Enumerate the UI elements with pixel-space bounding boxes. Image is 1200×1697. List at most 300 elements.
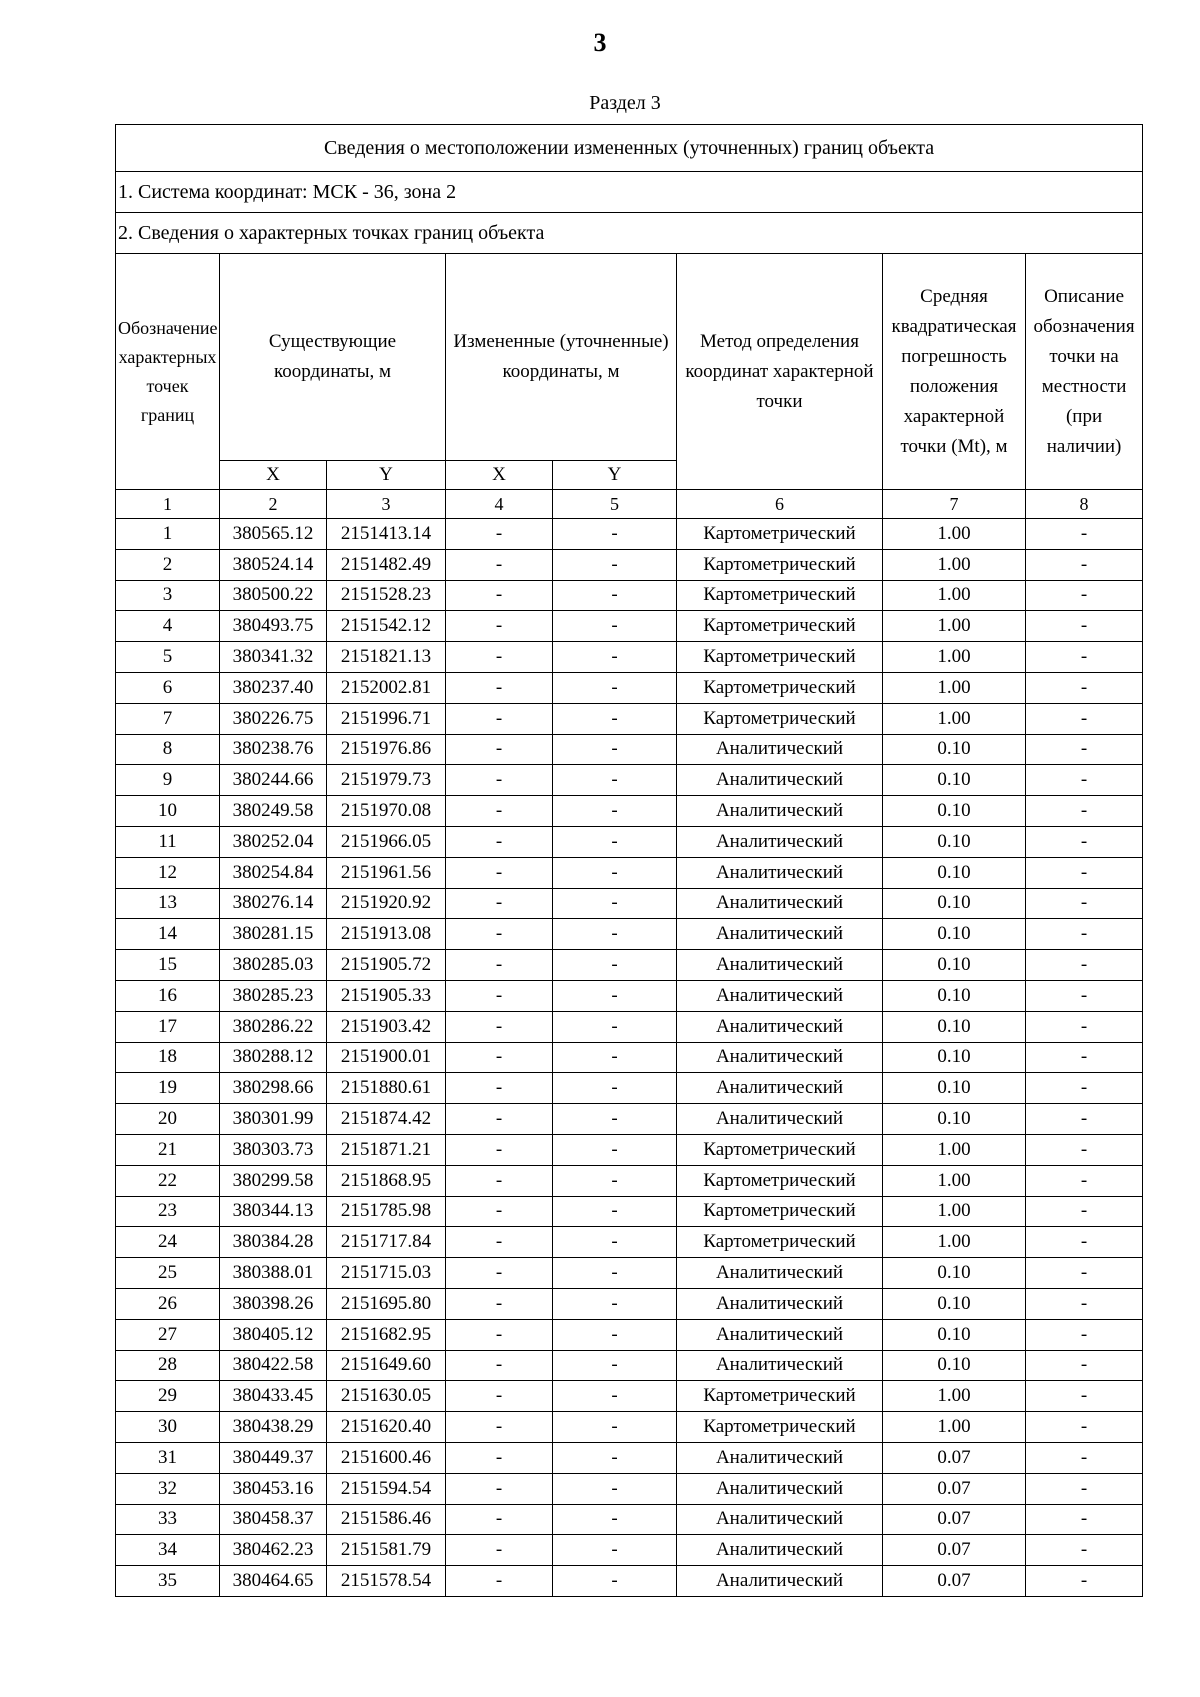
cell-existing-x: 380285.03 [220,950,327,981]
cell-existing-y: 2151586.46 [327,1504,446,1535]
cell-description: - [1026,642,1143,673]
table-row [116,1042,1143,1073]
cell-description: - [1026,1227,1143,1258]
cell-method: Аналитический [677,826,883,857]
table-row [116,888,1143,919]
cell-point-number: 10 [116,796,220,827]
table-row [116,1381,1143,1412]
table-row [116,734,1143,765]
cell-description: - [1026,1288,1143,1319]
cell-method: Картометрический [677,672,883,703]
cell-changed-y: - [553,1258,677,1289]
column-number: 1 [116,490,220,519]
cell-method: Аналитический [677,765,883,796]
cell-point-number: 4 [116,611,220,642]
cell-error-mt: 1.00 [883,1227,1026,1258]
table-row [116,1566,1143,1597]
cell-existing-y: 2151600.46 [327,1442,446,1473]
cell-point-number: 35 [116,1566,220,1597]
cell-point-number: 26 [116,1288,220,1319]
cell-changed-x: - [446,734,553,765]
cell-description: - [1026,1504,1143,1535]
header-description: Описание обозначения точки на местности (при наличии) [1026,254,1143,490]
cell-point-number: 8 [116,734,220,765]
cell-existing-y: 2151905.33 [327,980,446,1011]
cell-description: - [1026,519,1143,550]
cell-existing-x: 380238.76 [220,734,327,765]
cell-changed-x: - [446,1504,553,1535]
cell-error-mt: 1.00 [883,519,1026,550]
table-row [116,1535,1143,1566]
cell-changed-x: - [446,1412,553,1443]
cell-changed-y: - [553,549,677,580]
header-changed-x: X [446,461,553,490]
cell-existing-y: 2151871.21 [327,1134,446,1165]
cell-point-number: 32 [116,1473,220,1504]
cell-existing-x: 380288.12 [220,1042,327,1073]
cell-existing-x: 380464.65 [220,1566,327,1597]
cell-error-mt: 0.10 [883,1258,1026,1289]
cell-changed-y: - [553,980,677,1011]
cell-changed-x: - [446,1134,553,1165]
table-row [116,580,1143,611]
cell-point-number: 21 [116,1134,220,1165]
cell-existing-x: 380281.15 [220,919,327,950]
table-title: Сведения о местоположении измененных (уточненных) границ объекта [116,125,1143,172]
table-row [116,549,1143,580]
cell-error-mt: 0.10 [883,1104,1026,1135]
cell-existing-y: 2151900.01 [327,1042,446,1073]
cell-description: - [1026,1412,1143,1443]
cell-changed-y: - [553,703,677,734]
cell-existing-y: 2151903.42 [327,1011,446,1042]
cell-existing-y: 2151413.14 [327,519,446,550]
cell-description: - [1026,1104,1143,1135]
cell-changed-y: - [553,734,677,765]
cell-existing-x: 380565.12 [220,519,327,550]
cell-existing-x: 380249.58 [220,796,327,827]
cell-description: - [1026,796,1143,827]
cell-changed-x: - [446,1288,553,1319]
cell-error-mt: 1.00 [883,1412,1026,1443]
cell-description: - [1026,1442,1143,1473]
column-number: 2 [220,490,327,519]
table-row [116,1134,1143,1165]
cell-method: Картометрический [677,1165,883,1196]
column-number: 6 [677,490,883,519]
table-row [116,642,1143,673]
cell-description: - [1026,672,1143,703]
cell-error-mt: 1.00 [883,1381,1026,1412]
cell-existing-y: 2152002.81 [327,672,446,703]
cell-changed-y: - [553,672,677,703]
cell-error-mt: 0.10 [883,826,1026,857]
header-designation: Обозначение характерных точек границ [116,254,220,490]
cell-error-mt: 0.10 [883,734,1026,765]
cell-method: Картометрический [677,519,883,550]
cell-description: - [1026,1165,1143,1196]
cell-existing-y: 2151976.86 [327,734,446,765]
cell-changed-x: - [446,1442,553,1473]
cell-method: Картометрический [677,703,883,734]
table-row [116,980,1143,1011]
cell-method: Аналитический [677,1011,883,1042]
cell-description: - [1026,919,1143,950]
cell-error-mt: 1.00 [883,611,1026,642]
cell-point-number: 24 [116,1227,220,1258]
table-row [116,1104,1143,1135]
column-numbers-row [116,490,1143,519]
column-number: 4 [446,490,553,519]
cell-error-mt: 0.07 [883,1535,1026,1566]
points-heading: 2. Сведения о характерных точках границ объекта [116,213,1143,254]
cell-existing-x: 380438.29 [220,1412,327,1443]
cell-changed-x: - [446,1535,553,1566]
cell-point-number: 11 [116,826,220,857]
cell-description: - [1026,1473,1143,1504]
cell-error-mt: 1.00 [883,549,1026,580]
cell-point-number: 34 [116,1535,220,1566]
cell-method: Картометрический [677,1134,883,1165]
cell-changed-y: - [553,1288,677,1319]
cell-point-number: 15 [116,950,220,981]
cell-error-mt: 0.07 [883,1504,1026,1535]
table-row [116,703,1143,734]
cell-changed-y: - [553,857,677,888]
cell-error-mt: 0.07 [883,1473,1026,1504]
cell-point-number: 31 [116,1442,220,1473]
cell-existing-y: 2151920.92 [327,888,446,919]
cell-existing-x: 380449.37 [220,1442,327,1473]
cell-changed-y: - [553,642,677,673]
cell-existing-y: 2151970.08 [327,796,446,827]
cell-error-mt: 0.10 [883,1319,1026,1350]
cell-existing-x: 380299.58 [220,1165,327,1196]
cell-existing-y: 2151482.49 [327,549,446,580]
cell-existing-x: 380344.13 [220,1196,327,1227]
header-error: Средняя квадратическая погрешность положения характерной точки (Mt), м [883,254,1026,490]
section-label: Раздел 3 [589,92,661,114]
cell-existing-y: 2151594.54 [327,1473,446,1504]
table-row [116,1165,1143,1196]
cell-existing-y: 2151695.80 [327,1288,446,1319]
table-row [116,611,1143,642]
cell-point-number: 33 [116,1504,220,1535]
cell-method: Аналитический [677,1350,883,1381]
cell-point-number: 18 [116,1042,220,1073]
cell-existing-x: 380493.75 [220,611,327,642]
header-changed-y: Y [553,461,677,490]
cell-changed-y: - [553,1319,677,1350]
table-row [116,1227,1143,1258]
cell-changed-x: - [446,826,553,857]
cell-error-mt: 0.10 [883,1042,1026,1073]
cell-changed-y: - [553,796,677,827]
cell-changed-y: - [553,765,677,796]
cell-changed-x: - [446,1473,553,1504]
cell-changed-x: - [446,980,553,1011]
cell-description: - [1026,580,1143,611]
cell-existing-y: 2151578.54 [327,1566,446,1597]
cell-method: Аналитический [677,1504,883,1535]
cell-method: Аналитический [677,950,883,981]
cell-method: Картометрический [677,1227,883,1258]
cell-existing-y: 2151961.56 [327,857,446,888]
cell-method: Аналитический [677,1042,883,1073]
cell-existing-x: 380226.75 [220,703,327,734]
cell-existing-x: 380237.40 [220,672,327,703]
cell-existing-y: 2151821.13 [327,642,446,673]
cell-method: Аналитический [677,980,883,1011]
cell-description: - [1026,1042,1143,1073]
cell-method: Картометрический [677,580,883,611]
cell-point-number: 2 [116,549,220,580]
cell-description: - [1026,1350,1143,1381]
cell-existing-y: 2151913.08 [327,919,446,950]
cell-description: - [1026,1319,1143,1350]
table-row [116,950,1143,981]
cell-description: - [1026,549,1143,580]
column-number: 7 [883,490,1026,519]
cell-point-number: 22 [116,1165,220,1196]
cell-point-number: 30 [116,1412,220,1443]
cell-existing-x: 380453.16 [220,1473,327,1504]
cell-error-mt: 1.00 [883,703,1026,734]
cell-changed-x: - [446,1319,553,1350]
cell-changed-y: - [553,1134,677,1165]
cell-changed-x: - [446,703,553,734]
cell-method: Аналитический [677,888,883,919]
cell-error-mt: 0.10 [883,1288,1026,1319]
table-row [116,672,1143,703]
cell-description: - [1026,1566,1143,1597]
table-row [116,1504,1143,1535]
cell-description: - [1026,1535,1143,1566]
cell-existing-x: 380341.32 [220,642,327,673]
page-number: 3 [593,28,607,57]
cell-point-number: 29 [116,1381,220,1412]
cell-changed-y: - [553,1350,677,1381]
cell-error-mt: 1.00 [883,642,1026,673]
points-body [116,519,1143,1597]
table-row [116,919,1143,950]
cell-description: - [1026,950,1143,981]
cell-error-mt: 0.10 [883,1350,1026,1381]
cell-error-mt: 1.00 [883,1134,1026,1165]
cell-existing-y: 2151528.23 [327,580,446,611]
cell-point-number: 1 [116,519,220,550]
table-row [116,1319,1143,1350]
cell-changed-y: - [553,1196,677,1227]
cell-description: - [1026,734,1143,765]
cell-method: Аналитический [677,1473,883,1504]
cell-existing-y: 2151717.84 [327,1227,446,1258]
cell-existing-y: 2151715.03 [327,1258,446,1289]
cell-error-mt: 1.00 [883,672,1026,703]
cell-error-mt: 1.00 [883,580,1026,611]
cell-changed-y: - [553,1566,677,1597]
cell-changed-x: - [446,1350,553,1381]
cell-description: - [1026,1258,1143,1289]
cell-changed-y: - [553,826,677,857]
cell-changed-y: - [553,1473,677,1504]
cell-existing-y: 2151880.61 [327,1073,446,1104]
cell-changed-x: - [446,549,553,580]
cell-method: Аналитический [677,1442,883,1473]
cell-description: - [1026,1073,1143,1104]
header-existing-y: Y [327,461,446,490]
cell-existing-y: 2151620.40 [327,1412,446,1443]
cell-changed-x: - [446,642,553,673]
cell-method: Картометрический [677,611,883,642]
cell-point-number: 16 [116,980,220,1011]
cell-error-mt: 0.10 [883,919,1026,950]
cell-existing-y: 2151868.95 [327,1165,446,1196]
cell-point-number: 28 [116,1350,220,1381]
cell-changed-y: - [553,1011,677,1042]
table-row [116,765,1143,796]
cell-method: Картометрический [677,1381,883,1412]
cell-changed-y: - [553,1073,677,1104]
cell-existing-y: 2151682.95 [327,1319,446,1350]
cell-changed-x: - [446,1073,553,1104]
cell-description: - [1026,703,1143,734]
cell-method: Аналитический [677,919,883,950]
table-row [116,1196,1143,1227]
cell-existing-y: 2151905.72 [327,950,446,981]
cell-existing-y: 2151874.42 [327,1104,446,1135]
cell-point-number: 14 [116,919,220,950]
cell-changed-x: - [446,1104,553,1135]
cell-point-number: 25 [116,1258,220,1289]
cell-point-number: 9 [116,765,220,796]
column-number: 5 [553,490,677,519]
cell-changed-x: - [446,519,553,550]
cell-error-mt: 0.10 [883,857,1026,888]
cell-changed-x: - [446,672,553,703]
cell-point-number: 13 [116,888,220,919]
cell-point-number: 19 [116,1073,220,1104]
cell-existing-y: 2151785.98 [327,1196,446,1227]
cell-error-mt: 0.10 [883,980,1026,1011]
cell-method: Картометрический [677,642,883,673]
cell-existing-x: 380252.04 [220,826,327,857]
cell-changed-x: - [446,1196,553,1227]
header-method: Метод определения координат характерной точки [677,254,883,490]
cell-existing-y: 2151966.05 [327,826,446,857]
table-row [116,519,1143,550]
cell-changed-y: - [553,1535,677,1566]
cell-existing-x: 380286.22 [220,1011,327,1042]
cell-description: - [1026,980,1143,1011]
cell-description: - [1026,1381,1143,1412]
table-row [116,1288,1143,1319]
cell-changed-y: - [553,1227,677,1258]
cell-description: - [1026,826,1143,857]
cell-changed-x: - [446,857,553,888]
header-existing-x: X [220,461,327,490]
cell-existing-x: 380244.66 [220,765,327,796]
cell-error-mt: 0.10 [883,888,1026,919]
cell-changed-x: - [446,611,553,642]
cell-changed-x: - [446,1566,553,1597]
cell-existing-y: 2151581.79 [327,1535,446,1566]
cell-changed-x: - [446,1227,553,1258]
cell-existing-x: 380285.23 [220,980,327,1011]
table-row [116,1073,1143,1104]
cell-error-mt: 0.07 [883,1442,1026,1473]
cell-existing-y: 2151630.05 [327,1381,446,1412]
table-row [116,1011,1143,1042]
table-row [116,1442,1143,1473]
table-row [116,1258,1143,1289]
cell-method: Аналитический [677,1073,883,1104]
cell-method: Аналитический [677,1535,883,1566]
cell-existing-y: 2151542.12 [327,611,446,642]
cell-error-mt: 1.00 [883,1165,1026,1196]
cell-changed-x: - [446,796,553,827]
cell-method: Картометрический [677,1412,883,1443]
header-changed-coords: Измененные (уточненные) координаты, м [446,254,677,461]
cell-description: - [1026,765,1143,796]
cell-description: - [1026,888,1143,919]
cell-point-number: 7 [116,703,220,734]
cell-point-number: 12 [116,857,220,888]
cell-changed-x: - [446,1381,553,1412]
cell-point-number: 17 [116,1011,220,1042]
cell-existing-y: 2151996.71 [327,703,446,734]
cell-changed-y: - [553,580,677,611]
cell-method: Аналитический [677,857,883,888]
cell-changed-x: - [446,1042,553,1073]
cell-changed-x: - [446,765,553,796]
cell-error-mt: 0.10 [883,765,1026,796]
cell-changed-x: - [446,1011,553,1042]
cell-existing-x: 380303.73 [220,1134,327,1165]
cell-description: - [1026,857,1143,888]
cell-error-mt: 0.10 [883,1011,1026,1042]
cell-point-number: 5 [116,642,220,673]
cell-error-mt: 0.10 [883,950,1026,981]
column-number: 8 [1026,490,1143,519]
cell-changed-x: - [446,950,553,981]
cell-existing-x: 380462.23 [220,1535,327,1566]
boundary-points-table [115,124,1143,1597]
cell-point-number: 20 [116,1104,220,1135]
cell-existing-y: 2151649.60 [327,1350,446,1381]
cell-changed-y: - [553,611,677,642]
cell-method: Аналитический [677,1258,883,1289]
cell-existing-x: 380398.26 [220,1288,327,1319]
cell-changed-x: - [446,888,553,919]
cell-changed-y: - [553,1104,677,1135]
cell-description: - [1026,1011,1143,1042]
cell-method: Аналитический [677,1319,883,1350]
cell-existing-x: 380301.99 [220,1104,327,1135]
cell-method: Картометрический [677,1196,883,1227]
cell-changed-y: - [553,519,677,550]
cell-error-mt: 0.07 [883,1566,1026,1597]
cell-method: Картометрический [677,549,883,580]
cell-changed-y: - [553,888,677,919]
table-row [116,826,1143,857]
table-row [116,1473,1143,1504]
cell-changed-x: - [446,580,553,611]
column-number: 3 [327,490,446,519]
cell-changed-y: - [553,950,677,981]
cell-changed-y: - [553,1042,677,1073]
cell-existing-x: 380524.14 [220,549,327,580]
